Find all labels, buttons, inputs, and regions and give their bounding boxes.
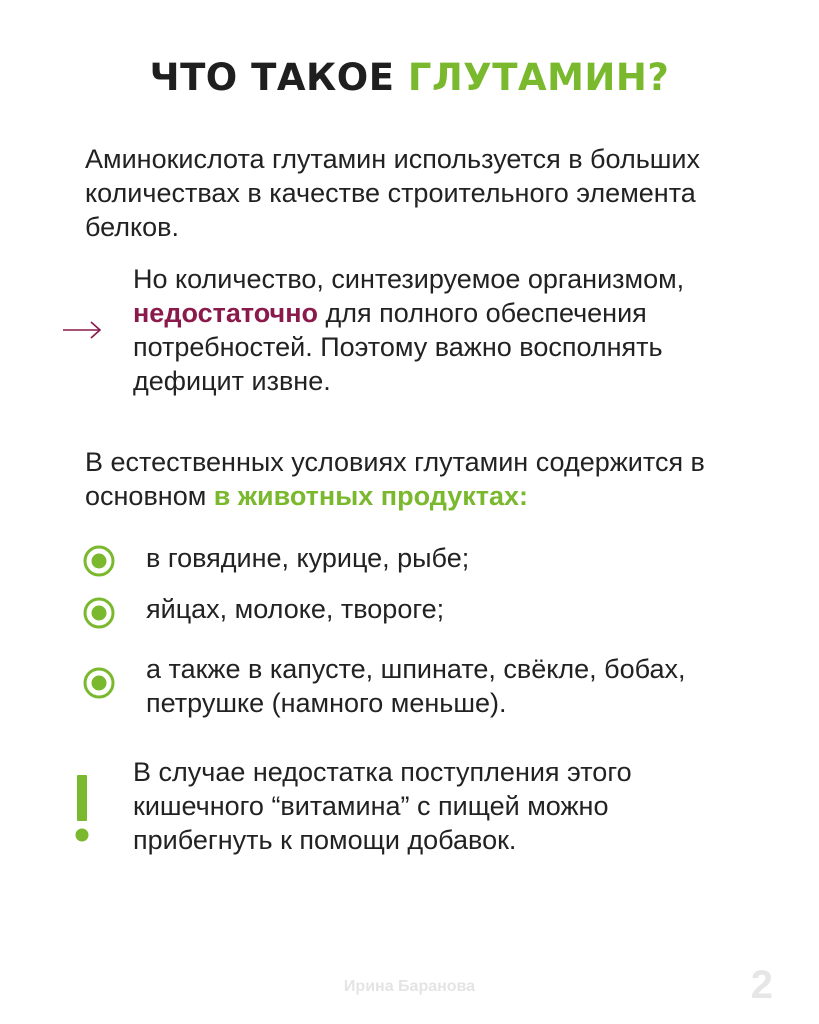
exclamation-icon (71, 775, 93, 845)
sources-paragraph (85, 445, 785, 513)
title-part-2-accent: ГЛУТАМИН? (407, 56, 670, 99)
page-number: 2 (750, 963, 773, 1007)
page-title (0, 56, 819, 99)
list-item: в говядине, курице, рыбе; (146, 543, 470, 573)
note-paragraph (133, 262, 773, 398)
author-watermark: Ирина Баранова (343, 978, 476, 995)
note-text-after: для полного обеспечения потребностей. Поэтому важно восполнять дефицит извне. (133, 298, 663, 396)
title-part-1: ЧТО ТАКОЕ (149, 56, 408, 99)
intro-paragraph: Аминокислота глутамин используется в больших количествах в качестве строительного элемента белков. (85, 144, 701, 242)
radio-bullet-icon (82, 544, 116, 578)
note-text-before: Но количество, синтезируемое организмом, (133, 264, 685, 294)
list-item: а также в капусте, шпинате, свёкле, бобах, петрушке (намного меньше). (146, 654, 686, 718)
radio-bullet-icon (82, 596, 116, 630)
radio-bullet-icon (82, 666, 116, 700)
list-item: яйцах, молоке, твороге; (146, 594, 445, 624)
arrow-right-icon (62, 318, 104, 342)
sources-text-before: В естественных условиях глутамин содержится в основном (85, 447, 705, 511)
note-highlight: недостаточно (133, 298, 319, 328)
warning-paragraph: В случае недостатка поступления этого кишечного “витамина” с пищей можно прибегнуть к помощи добавок. (133, 757, 632, 855)
sources-highlight: в животных продуктах: (213, 481, 528, 511)
